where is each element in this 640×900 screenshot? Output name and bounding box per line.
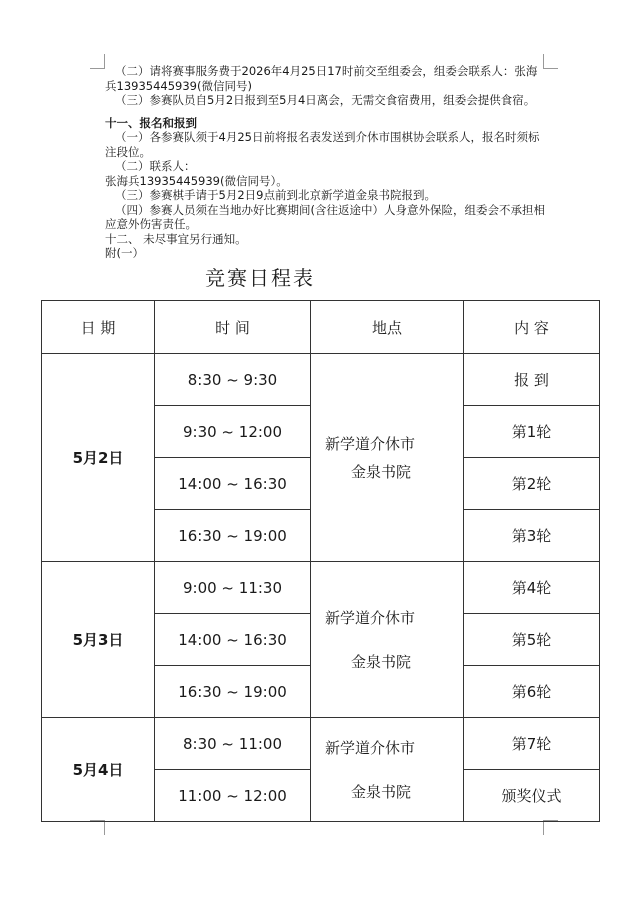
document-body <box>105 64 545 261</box>
crop-mark-bottom-left <box>90 820 105 835</box>
content-cell: 第6轮 <box>464 666 600 718</box>
venue-line-1: 新学道介休市 <box>325 608 416 627</box>
section-11-item-4: （四）参赛人员须在当地办好比赛期间(含往返途中）人身意外保险，组委会不承担相应意外伤害责任。 <box>105 202 545 231</box>
venue-line-1: 新学道介休市 <box>325 434 416 453</box>
header-date: 日 期 <box>42 301 155 354</box>
section-12: 十二、 未尽事宜另行通知。 <box>105 231 247 246</box>
venue-cell <box>311 354 464 562</box>
crop-mark-top-right <box>543 54 558 69</box>
section-11-item-2-label: （二）联系人： <box>115 159 196 173</box>
content-cell: 颁奖仪式 <box>464 770 600 822</box>
time-cell: 9:30 ~ 12:00 <box>155 406 311 458</box>
time-cell: 16:30 ~ 19:00 <box>155 666 311 718</box>
venue-cell <box>311 718 464 822</box>
time-cell: 8:30 ~ 9:30 <box>155 354 311 406</box>
section-11-item-2-value: 张海兵13935445939(微信同号）。 <box>105 173 288 188</box>
content-cell: 第2轮 <box>464 458 600 510</box>
intro-line-fee: （二）请将赛事服务费于2026年4月25日17时前交至组委会，组委会联系人：张海兵13935445939(微信同号) <box>105 64 538 93</box>
table-row <box>42 718 600 770</box>
section-11-item-1: （一）各参赛队须于4月25日前将报名表发送到介休市围棋协会联系人，报名时须标注段位。 <box>105 130 540 159</box>
section-11-item-3: （三）参赛棋手请于5月2日9点前到北京新学道金泉书院报到。 <box>115 188 436 202</box>
table-row <box>42 354 600 406</box>
date-cell: 5月2日 <box>42 354 155 562</box>
content-cell: 第4轮 <box>464 562 600 614</box>
crop-mark-top-left <box>90 54 105 69</box>
content-cell: 报 到 <box>464 354 600 406</box>
content-cell: 第5轮 <box>464 614 600 666</box>
content-cell: 第1轮 <box>464 406 600 458</box>
venue-line-2: 金泉书院 <box>351 652 412 671</box>
schedule-table <box>41 300 600 822</box>
schedule-header-row <box>42 301 600 354</box>
time-cell: 16:30 ~ 19:00 <box>155 510 311 562</box>
content-cell: 第3轮 <box>464 510 600 562</box>
venue-line-1: 新学道介休市 <box>325 738 416 757</box>
header-time: 时 间 <box>155 301 311 354</box>
section-11-heading: 十一、报名和报到 <box>105 115 197 130</box>
time-cell: 8:30 ~ 11:00 <box>155 718 311 770</box>
header-content: 内 容 <box>464 301 600 354</box>
schedule-title: 竞赛日程表 <box>205 266 315 290</box>
appendix-label: 附(一） <box>105 246 144 260</box>
time-cell: 14:00 ~ 16:30 <box>155 614 311 666</box>
time-cell: 14:00 ~ 16:30 <box>155 458 311 510</box>
table-row <box>42 562 600 614</box>
intro-line-stay: （三）参赛队员自5月2日报到至5月4日离会，无需交食宿费用，组委会提供食宿。 <box>115 93 536 107</box>
venue-line-2: 金泉书院 <box>351 462 412 481</box>
time-cell: 11:00 ~ 12:00 <box>155 770 311 822</box>
date-cell: 5月4日 <box>42 718 155 822</box>
content-cell: 第7轮 <box>464 718 600 770</box>
venue-cell <box>311 562 464 718</box>
date-cell: 5月3日 <box>42 562 155 718</box>
venue-line-2: 金泉书院 <box>351 782 412 801</box>
header-venue: 地点 <box>311 301 464 354</box>
time-cell: 9:00 ~ 11:30 <box>155 562 311 614</box>
crop-mark-bottom-right <box>543 820 558 835</box>
